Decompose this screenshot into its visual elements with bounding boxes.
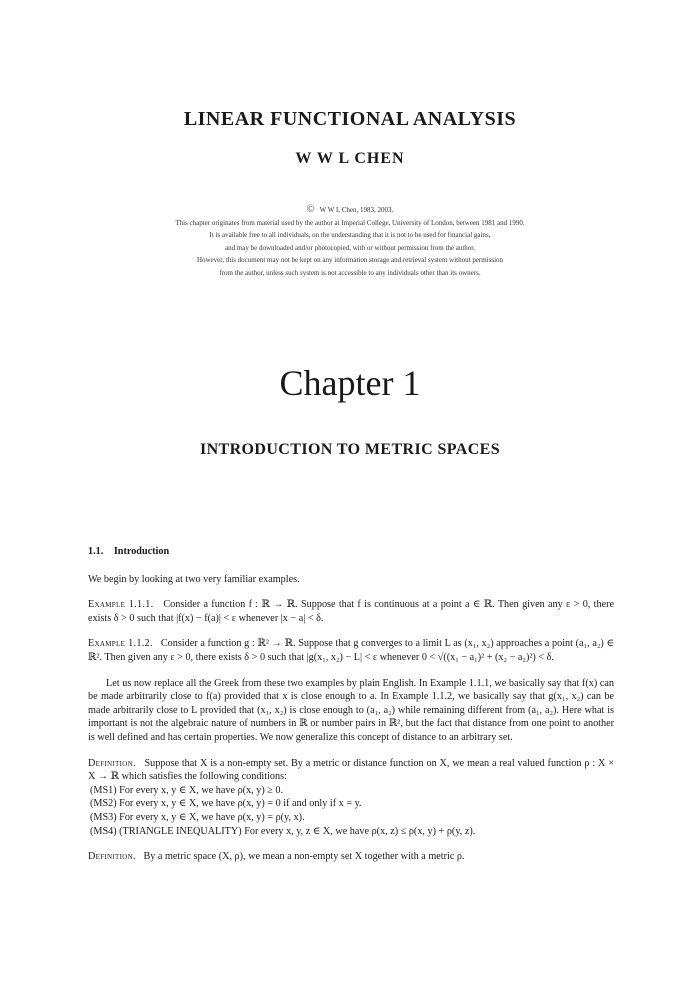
section-title: Introduction [113,546,170,557]
definition-metric-space [88,850,614,864]
condition-ms4: (MS4) (TRIANGLE INEQUALITY) For every x, y, z ∈ X, we have ρ(x, z) ≤ ρ(x, y) + ρ(y, z). [90,825,476,837]
example-1-1-1-label: Example 1.1.1. [88,599,154,611]
discussion-paragraph: Let us now replace all the Greek from these two examples by plain English. In Example 1.1.1, we basically say that f(x) can be made arbitrarily close to f(a) provided that x is close enough to a. In Example 1.1.2, we basically say that g(x₁, x₂) can be made arbitrarily close to L provided that (x₁, x₂) is close enough to (a₁, a₂) while remaining different from (a₁, a₂). Here what is important is not the algebraic nature of numbers in ℝ or number pairs in ℝ², but the fact that distance from one point to another is well defined and has certain properties. We now generalize this concept of distance to an arbitrary set. [88,677,614,743]
condition-ms1: (MS1) For every x, y ∈ X, we have ρ(x, y) ≥ 0. [90,784,284,796]
copyright-text-1: W W L Chen, 1983, 2003. [319,206,394,214]
copyright-line-2: This chapter originates from material used by the author at Imperial College, University of London, between 1981 and 1990. [175,218,525,227]
definition-metric-space-label: Definition. [88,851,136,863]
example-1-1-2-label: Example 1.1.2. [88,638,153,650]
metric-conditions-list [90,784,614,838]
chapter-label: Chapter 1 [279,363,421,403]
chapter-title: INTRODUCTION TO METRIC SPACES [199,441,501,458]
copyright-symbol: © [306,204,315,215]
intro-paragraph: We begin by looking at two very familiar examples. [88,573,300,585]
example-1-1-1-text: Consider a function f : ℝ → ℝ. Suppose that f is continuous at a point a ∈ ℝ. Then given any ε > 0, there exists δ > 0 such that |f(x) − f(a)| < ε whenever |x − a| < δ. [88,599,615,624]
definition-metric-label: Definition. [88,757,136,769]
definition-metric [88,757,614,784]
section-number: 1.1. [88,546,104,557]
example-1-1-2-text: Consider a function g : ℝ² → ℝ. Suppose that g converges to a limit L as (x₁, x₂) approaches a point (a₁, a₂) ∈ ℝ². Then given any ε > 0, there exists δ > 0 such that |g(x₁, x₂) − L| < ε whenever 0 < √((x₁ − a₁)² + (x₂ − a₂)²) < δ. [88,638,615,663]
example-1-1-2 [88,637,614,664]
condition-ms3: (MS3) For every x, y ∈ X, we have ρ(x, y) = ρ(y, x). [90,811,305,823]
example-1-1-1 [88,598,614,625]
document-body [88,545,614,876]
condition-ms2: (MS2) For every x, y ∈ X, we have ρ(x, y) = 0 if and only if x = y. [90,798,362,810]
definition-metric-text: Suppose that X is a non-empty set. By a metric or distance function on X, we mean a real valued function ρ : X × X → ℝ which satisfies the following conditions: [88,757,615,783]
copyright-line-1 [0,204,700,217]
copyright-notice [0,204,700,279]
copyright-line-3: It is available free to all individuals, on the understanding that it is not to be used for financial gains, [209,231,491,239]
copyright-line-4: and may be downloaded and/or photocopied, with or without permission from the author. [224,243,475,252]
section-heading [88,545,614,559]
document-author: W W L CHEN [295,150,405,167]
copyright-line-5: However, this document may not be kept on any information storage and retrieval system without permission [196,256,504,264]
definition-metric-space-text: By a metric space (X, ρ), we mean a non-empty set X together with a metric ρ. [143,851,465,863]
copyright-line-6: from the author, unless such system is not accessible to any individuals other than its owners. [219,268,481,277]
document-title: LINEAR FUNCTIONAL ANALYSIS [183,108,517,130]
